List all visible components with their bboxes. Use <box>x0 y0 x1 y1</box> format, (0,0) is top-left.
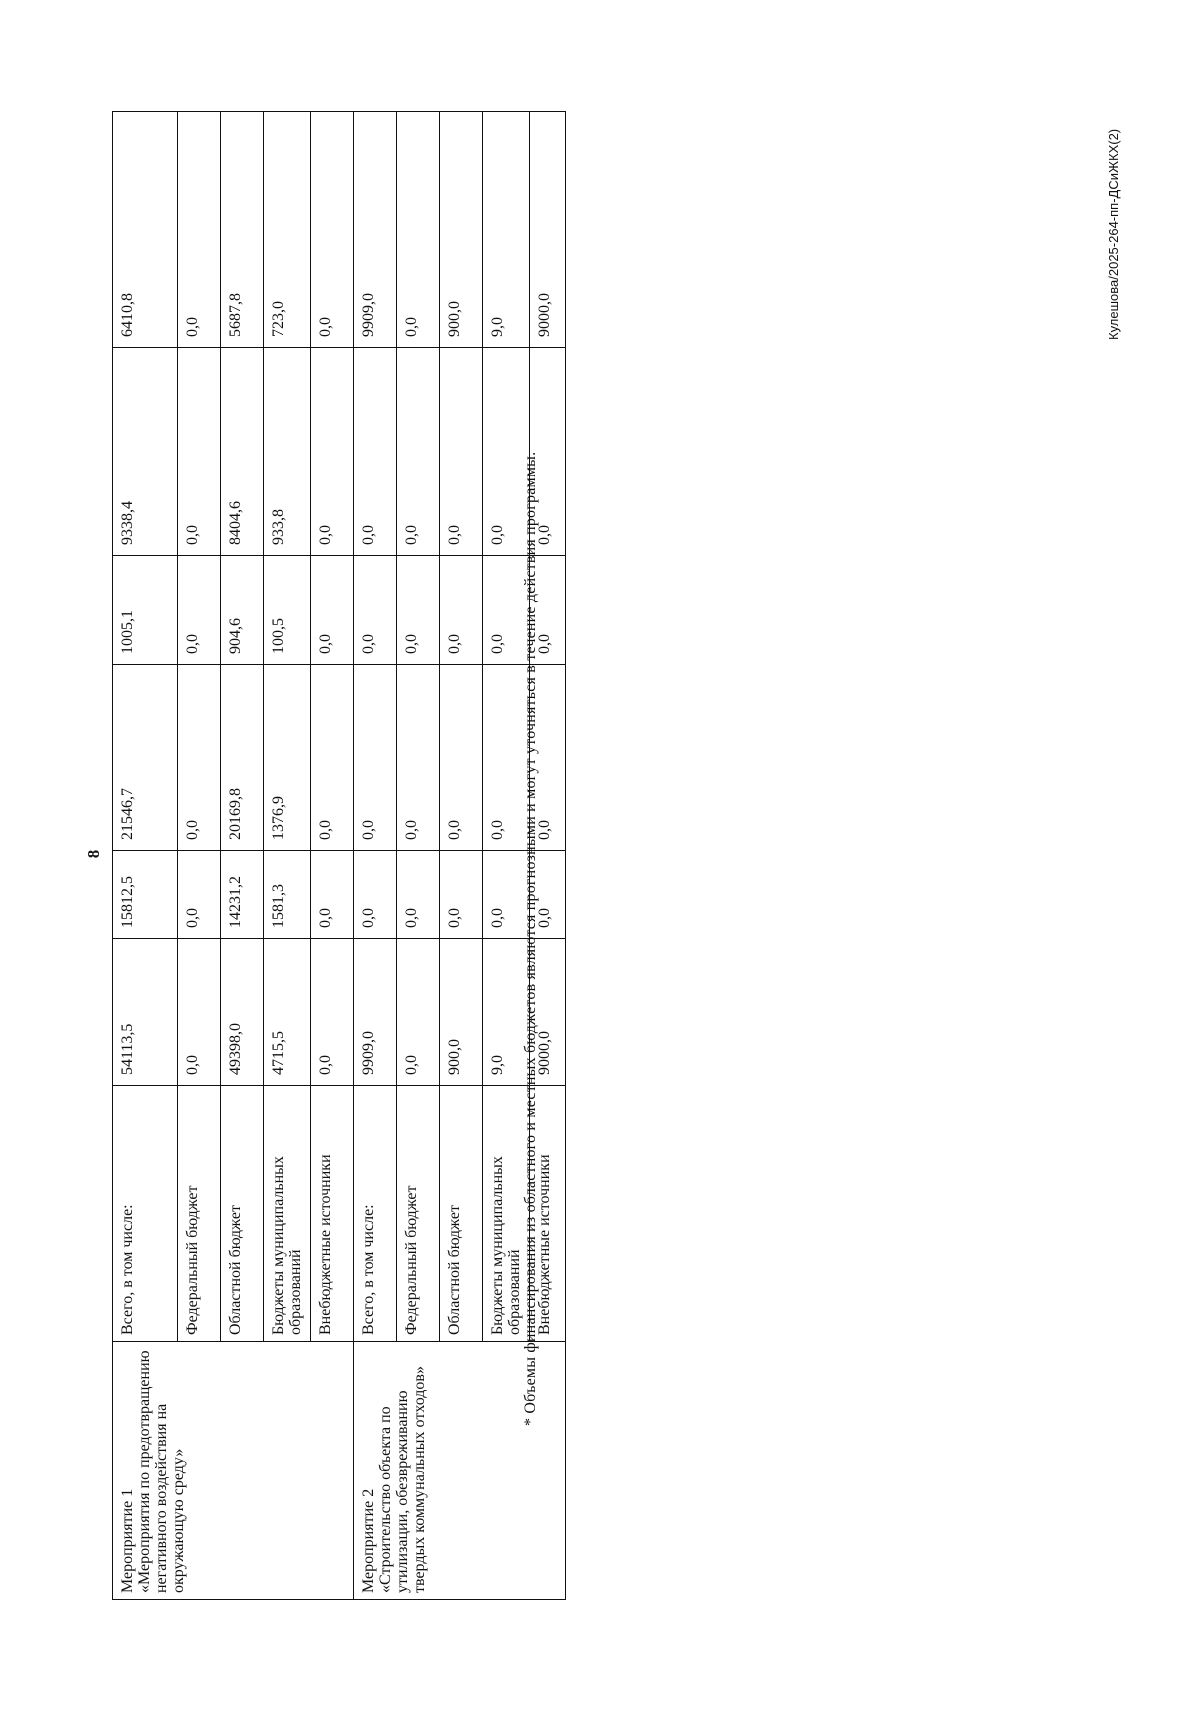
funding-source-cell: Федеральный бюджет <box>178 1086 221 1342</box>
value-cell: 0,0 <box>178 556 221 665</box>
value-cell: 21546,7 <box>113 665 178 851</box>
funding-source-cell: Областной бюджет <box>221 1086 264 1342</box>
funding-source-cell: Всего, в том числе: <box>354 1086 397 1342</box>
funding-source-cell: Бюджеты муниципальных образований <box>264 1086 311 1342</box>
value-cell: 49398,0 <box>221 939 264 1086</box>
value-cell: 9000,0 <box>530 112 566 348</box>
value-cell: 0,0 <box>440 665 483 851</box>
value-cell: 0,0 <box>440 851 483 939</box>
value-cell: 9000,0 <box>530 939 566 1086</box>
value-cell: 4715,5 <box>264 939 311 1086</box>
page-number: 8 <box>84 849 103 859</box>
value-cell: 0,0 <box>354 348 397 556</box>
funding-source-cell: Областной бюджет <box>440 1086 483 1342</box>
value-cell: 0,0 <box>397 112 440 348</box>
value-cell: 0,0 <box>311 665 354 851</box>
funding-source-cell: Внебюджетные источники <box>530 1086 566 1342</box>
value-cell: 5687,8 <box>221 112 264 348</box>
value-cell: 0,0 <box>483 348 530 556</box>
value-cell: 0,0 <box>178 665 221 851</box>
value-cell: 0,0 <box>178 939 221 1086</box>
value-cell: 0,0 <box>178 348 221 556</box>
value-cell: 0,0 <box>178 851 221 939</box>
value-cell: 0,0 <box>397 556 440 665</box>
value-cell: 0,0 <box>397 939 440 1086</box>
value-cell: 9,0 <box>483 112 530 348</box>
value-cell: 8404,6 <box>221 348 264 556</box>
value-cell: 20169,8 <box>221 665 264 851</box>
value-cell: 0,0 <box>311 851 354 939</box>
value-cell: 0,0 <box>178 112 221 348</box>
value-cell: 0,0 <box>397 348 440 556</box>
value-cell: 0,0 <box>311 112 354 348</box>
value-cell: 0,0 <box>530 348 566 556</box>
footnote: * Объемы финансирования из областного и местных бюджетов являются прогнозными и могут уточняться в течение действия программы. <box>522 451 539 1426</box>
value-cell: 0,0 <box>354 851 397 939</box>
value-cell: 0,0 <box>311 348 354 556</box>
value-cell: 904,6 <box>221 556 264 665</box>
value-cell: 9338,4 <box>113 348 178 556</box>
value-cell: 1581,3 <box>264 851 311 939</box>
funding-source-cell: Бюджеты муниципальных образований <box>483 1086 530 1342</box>
value-cell: 0,0 <box>483 851 530 939</box>
value-cell: 1005,1 <box>113 556 178 665</box>
value-cell: 0,0 <box>440 556 483 665</box>
value-cell: 900,0 <box>440 939 483 1086</box>
table-row <box>113 112 178 1600</box>
funding-table <box>112 111 566 1600</box>
value-cell: 9,0 <box>483 939 530 1086</box>
value-cell: 0,0 <box>397 851 440 939</box>
rotated-content <box>112 6 553 1606</box>
value-cell: 15812,5 <box>113 851 178 939</box>
table-row <box>354 112 397 1600</box>
value-cell: 0,0 <box>354 556 397 665</box>
value-cell: 0,0 <box>530 665 566 851</box>
value-cell: 54113,5 <box>113 939 178 1086</box>
value-cell: 0,0 <box>440 348 483 556</box>
value-cell: 0,0 <box>397 665 440 851</box>
value-cell: 0,0 <box>530 851 566 939</box>
value-cell: 0,0 <box>483 665 530 851</box>
value-cell: 9909,0 <box>354 939 397 1086</box>
funding-source-cell: Федеральный бюджет <box>397 1086 440 1342</box>
value-cell: 9909,0 <box>354 112 397 348</box>
event-name-cell: Мероприятие 1 «Мероприятия по предотвращению негативного воздействия на окружающую среду» <box>113 1342 354 1600</box>
value-cell: 900,0 <box>440 112 483 348</box>
value-cell: 0,0 <box>311 939 354 1086</box>
value-cell: 0,0 <box>483 556 530 665</box>
event-name-cell: Мероприятие 2 «Строительство объекта по утилизации, обезвреживанию твердых коммунальных отходов» <box>354 1342 566 1600</box>
value-cell: 933,8 <box>264 348 311 556</box>
document-code: Кулешова/2025-264-пп-ДСиЖКХ(2) <box>1106 128 1121 340</box>
value-cell: 14231,2 <box>221 851 264 939</box>
value-cell: 723,0 <box>264 112 311 348</box>
value-cell: 0,0 <box>354 665 397 851</box>
funding-source-cell: Всего, в том числе: <box>113 1086 178 1342</box>
value-cell: 0,0 <box>311 556 354 665</box>
value-cell: 6410,8 <box>113 112 178 348</box>
funding-source-cell: Внебюджетные источники <box>311 1086 354 1342</box>
value-cell: 1376,9 <box>264 665 311 851</box>
value-cell: 0,0 <box>530 556 566 665</box>
value-cell: 100,5 <box>264 556 311 665</box>
